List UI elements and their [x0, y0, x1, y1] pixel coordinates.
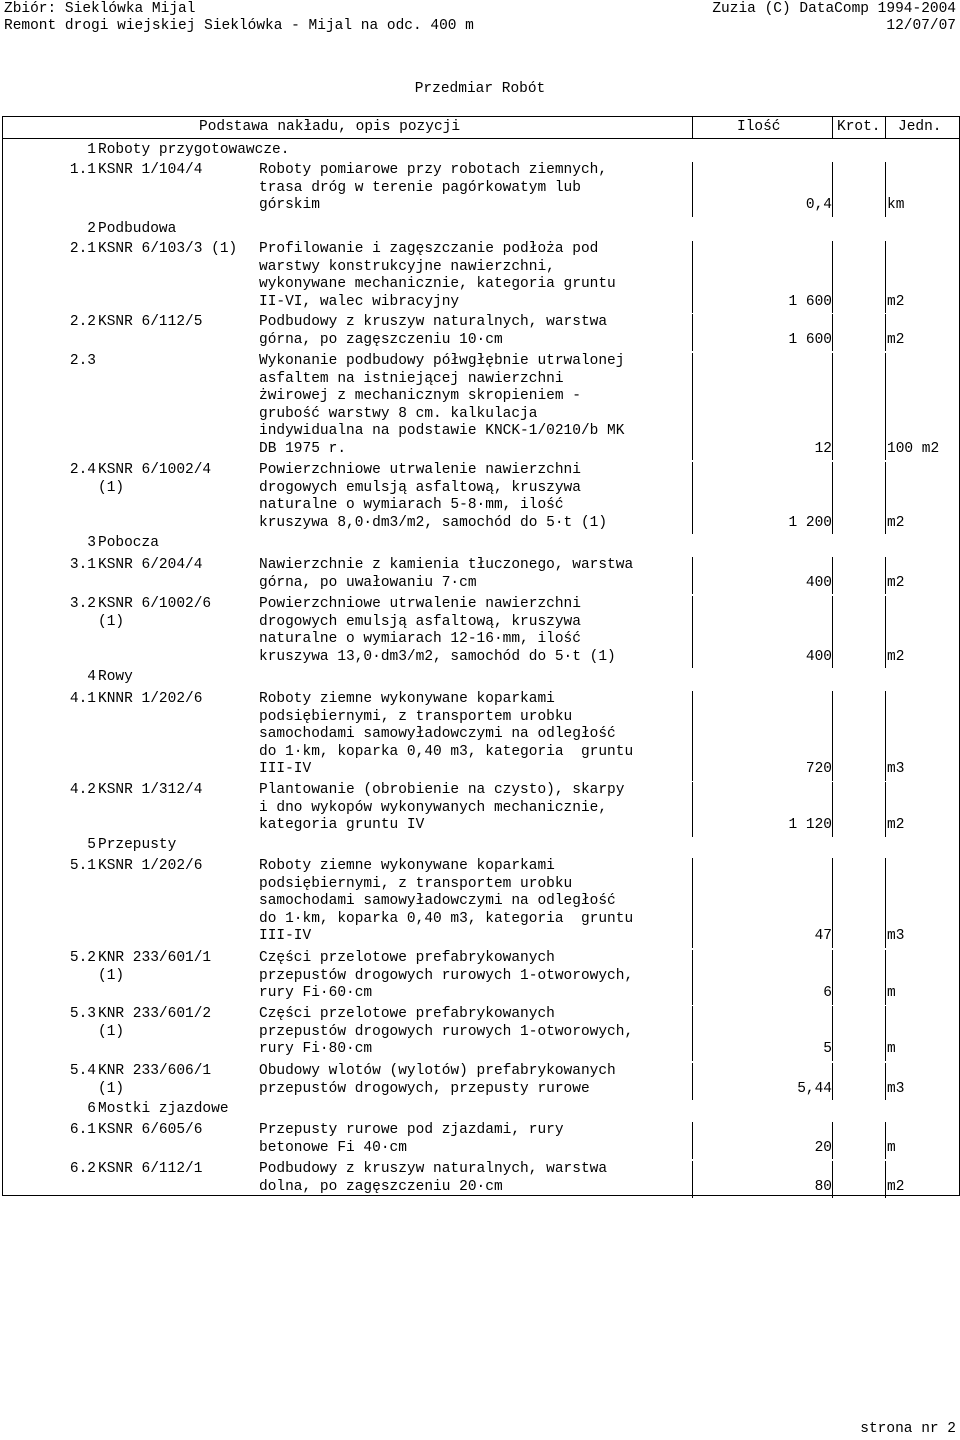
column-header-description: Podstawa nakładu, opis pozycji — [199, 119, 461, 135]
item-unit: m2 — [887, 574, 905, 591]
item-description: Roboty ziemne wykonywane koparkami podsiębiernymi, z transportem urobku samochodami samowyładowczymi na odległość do 1·km, koparka 0,40 m3, kategoria gruntu III-IV — [259, 691, 634, 777]
item-number: 5.3 — [69, 1006, 96, 1022]
item-description: Przepusty rurowe pod zjazdami, rury betonowe Fi 40·cm — [259, 1122, 564, 1156]
quantity-column-separator — [832, 691, 833, 781]
item-number: 5.1 — [69, 858, 96, 874]
item-quantity: 12 — [814, 440, 832, 457]
item-description: Powierzchniowe utrwalenie nawierzchni drogowych emulsją asfaltową, kruszywa naturalne o wymiarach 12-16·mm, ilość kruszywa 13,0·dm3/m2, samochód do 5·t (1) — [259, 596, 616, 665]
quantity-column-separator — [885, 557, 886, 594]
quantity-column-separator — [885, 241, 886, 313]
item-quantity: 6 — [823, 985, 832, 1001]
item-quantity: 80 — [814, 1178, 832, 1195]
item-number: 2.4 — [69, 462, 96, 478]
quantity-column-separator — [692, 1161, 693, 1198]
header-col-sep-2 — [832, 117, 833, 138]
item-code: KSNR 6/204/4 — [98, 557, 203, 573]
item-unit: m2 — [887, 648, 905, 665]
item-code: KSNR 6/605/6 — [98, 1122, 203, 1138]
header-col-sep-1 — [692, 117, 693, 138]
quantity-column-separator — [832, 162, 833, 217]
item-number: 1.1 — [69, 162, 96, 178]
item-number: 3.1 — [69, 557, 96, 573]
item-unit: m2 — [887, 293, 905, 310]
item-number: 4.2 — [69, 782, 96, 798]
item-quantity: 47 — [814, 928, 832, 944]
quantity-column-separator — [692, 557, 693, 594]
item-code: KSNR 6/1002/6 (1) — [98, 596, 212, 630]
quantity-column-separator — [885, 950, 886, 1005]
item-description: Plantowanie (obrobienie na czysto), skarpy i dno wykopów wykonywanych mechanicznie, kategoria gruntu IV — [259, 782, 625, 833]
item-description: Profilowanie i zagęszczanie podłoża pod warstwy konstrukcyjne nawierzchni, wykonywane mechanicznie, kategoria gruntu II-VI, walec wibracyjny — [259, 241, 616, 310]
section-title: Przepusty — [98, 837, 177, 853]
item-unit: m2 — [887, 514, 905, 531]
project-name: Remont drogi wiejskiej Sieklówka - Mijal na odc. 400 m — [4, 18, 474, 34]
item-number: 4.1 — [69, 691, 96, 707]
item-code: KNR 233/601/2 (1) — [98, 1006, 212, 1040]
item-code: KSNR 6/112/5 — [98, 314, 203, 330]
quantity-column-separator — [832, 1063, 833, 1100]
quantity-column-separator — [885, 1161, 886, 1198]
quantity-column-separator — [692, 858, 693, 948]
item-code: KSNR 6/1002/4 (1) — [98, 462, 212, 496]
quantity-column-separator — [832, 858, 833, 948]
quantity-column-separator — [885, 1122, 886, 1159]
item-number: 2.2 — [69, 314, 96, 330]
section-number: 1 — [87, 142, 96, 158]
item-code: KNR 233/601/1 (1) — [98, 950, 212, 984]
item-quantity: 5,44 — [797, 1080, 832, 1097]
quantity-column-separator — [692, 162, 693, 217]
item-description: Powierzchniowe utrwalenie nawierzchni drogowych emulsją asfaltową, kruszywa naturalne o wymiarach 5-8·mm, ilość kruszywa 8,0·dm3/m2, samochód do 5·t (1) — [259, 462, 608, 531]
item-quantity: 400 — [805, 648, 832, 665]
item-description: Wykonanie podbudowy półwgłębnie utrwalonej asfaltem na istniejącej nawierzchni żwirowej z mechanicznym skropieniem - grubość warstwy 8 cm. kalkulacja indywidualna na podstawie KNCK-1/0210/b MK DB 1975 r. — [259, 353, 625, 457]
item-quantity: 1 120 — [788, 817, 832, 833]
quantity-column-separator — [832, 462, 833, 534]
item-unit: m3 — [887, 1080, 905, 1097]
quantity-column-separator — [832, 1122, 833, 1159]
column-header-krot: Krot. — [837, 119, 881, 135]
quantity-column-separator — [885, 858, 886, 948]
page-number: strona nr 2 — [860, 1421, 956, 1437]
item-quantity: 720 — [805, 761, 832, 777]
item-unit: m — [887, 1041, 896, 1057]
quantity-column-separator — [692, 314, 693, 351]
quantity-column-separator — [832, 241, 833, 313]
column-header-unit: Jedn. — [898, 119, 942, 135]
quantity-column-separator — [692, 462, 693, 534]
quantity-column-separator — [692, 1063, 693, 1100]
item-quantity: 20 — [814, 1139, 832, 1156]
header-divider — [3, 138, 959, 139]
item-quantity: 1 200 — [788, 514, 832, 531]
item-code: KNR 233/606/1 (1) — [98, 1063, 212, 1097]
item-number: 6.1 — [69, 1122, 96, 1138]
item-number: 6.2 — [69, 1161, 96, 1177]
item-code: KSNR 1/104/4 — [98, 162, 203, 178]
item-description: Obudowy wlotów (wylotów) prefabrykowanych przepustów drogowych, przepusty rurowe — [259, 1063, 616, 1097]
item-unit: 100 m2 — [887, 440, 940, 457]
item-unit: m2 — [887, 331, 905, 348]
quantity-column-separator — [885, 596, 886, 668]
item-code: KNNR 1/202/6 — [98, 691, 203, 707]
item-number: 5.2 — [69, 950, 96, 966]
quantity-column-separator — [692, 691, 693, 781]
item-unit: m2 — [887, 817, 905, 833]
section-number: 5 — [87, 837, 96, 853]
item-description: Części przelotowe prefabrykowanych przepustów drogowych rurowych 1-otworowych, rury Fi·80·cm — [259, 1006, 634, 1057]
item-unit: m3 — [887, 761, 905, 777]
column-header-quantity: Ilość — [737, 119, 781, 135]
header-col-sep-3 — [885, 117, 886, 138]
bill-of-quantities-table — [2, 116, 960, 1196]
item-description: Nawierzchnie z kamienia tłuczonego, warstwa górna, po uwałowaniu 7·cm — [259, 557, 634, 591]
section-number: 2 — [87, 221, 96, 237]
section-title: Rowy — [98, 669, 133, 685]
quantity-column-separator — [692, 1006, 693, 1061]
quantity-column-separator — [692, 353, 693, 460]
section-title: Mostki zjazdowe — [98, 1101, 229, 1117]
quantity-column-separator — [832, 1161, 833, 1198]
quantity-column-separator — [832, 353, 833, 460]
quantity-column-separator — [885, 782, 886, 837]
quantity-column-separator — [692, 950, 693, 1005]
section-title: Pobocza — [98, 535, 159, 551]
item-quantity: 1 600 — [788, 331, 832, 348]
item-description: Roboty pomiarowe przy robotach ziemnych, trasa dróg w terenie pagórkowatym lub górskim — [259, 162, 608, 213]
quantity-column-separator — [692, 782, 693, 837]
quantity-column-separator — [885, 1006, 886, 1061]
item-number: 5.4 — [69, 1063, 96, 1079]
item-unit: m2 — [887, 1178, 905, 1195]
item-quantity: 400 — [805, 574, 832, 591]
page-title: Przedmiar Robót — [414, 81, 546, 97]
item-quantity: 1 600 — [788, 293, 832, 310]
quantity-column-separator — [832, 950, 833, 1005]
item-number: 2.3 — [69, 353, 96, 369]
quantity-column-separator — [692, 241, 693, 313]
quantity-column-separator — [692, 596, 693, 668]
quantity-column-separator — [832, 596, 833, 668]
quantity-column-separator — [885, 462, 886, 534]
quantity-column-separator — [885, 1063, 886, 1100]
quantity-column-separator — [885, 353, 886, 460]
item-unit: km — [887, 197, 905, 213]
item-number: 3.2 — [69, 596, 96, 612]
item-description: Podbudowy z kruszyw naturalnych, warstwa dolna, po zagęszczeniu 20·cm — [259, 1161, 608, 1195]
item-description: Podbudowy z kruszyw naturalnych, warstwa górna, po zagęszczeniu 10·cm — [259, 314, 608, 348]
section-number: 4 — [87, 669, 96, 685]
item-quantity: 5 — [823, 1041, 832, 1057]
quantity-column-separator — [832, 782, 833, 837]
quantity-column-separator — [692, 1122, 693, 1159]
quantity-column-separator — [885, 691, 886, 781]
section-title: Podbudowa — [98, 221, 177, 237]
item-description: Części przelotowe prefabrykowanych przepustów drogowych rurowych 1-otworowych, rury Fi·60·cm — [259, 950, 634, 1001]
software-credit: Zuzia (C) DataComp 1994-2004 — [712, 1, 956, 17]
item-code: KSNR 1/202/6 — [98, 858, 203, 874]
item-description: Roboty ziemne wykonywane koparkami podsiębiernymi, z transportem urobku samochodami samowyładowczymi na odległość do 1·km, koparka 0,40 m3, kategoria gruntu III-IV — [259, 858, 634, 944]
section-title: Roboty przygotowawcze. — [98, 142, 290, 158]
document-date: 12/07/07 — [886, 18, 956, 34]
section-number: 3 — [87, 535, 96, 551]
item-code: KSNR 1/312/4 — [98, 782, 203, 798]
item-quantity: 0,4 — [805, 197, 832, 213]
document-header-line-2 — [4, 17, 956, 36]
quantity-column-separator — [832, 557, 833, 594]
quantity-column-separator — [885, 162, 886, 217]
collection-name: Zbiór: Sieklówka Mijal — [4, 1, 196, 17]
quantity-column-separator — [832, 1006, 833, 1061]
quantity-column-separator — [832, 314, 833, 351]
item-unit: m — [887, 985, 896, 1001]
item-code: KSNR 6/103/3 (1) — [98, 241, 238, 257]
section-number: 6 — [87, 1101, 96, 1117]
item-unit: m — [887, 1139, 896, 1156]
item-number: 2.1 — [69, 241, 96, 257]
quantity-column-separator — [885, 314, 886, 351]
item-unit: m3 — [887, 928, 905, 944]
item-code: KSNR 6/112/1 — [98, 1161, 203, 1177]
